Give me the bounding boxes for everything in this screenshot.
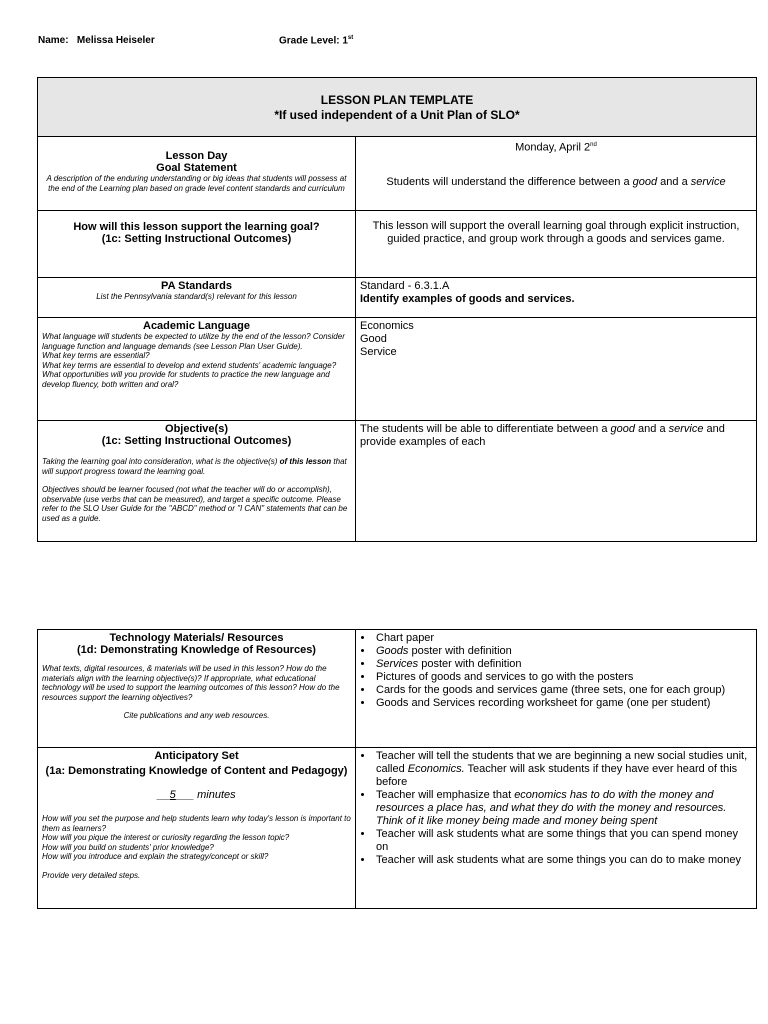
name-value: Melissa Heiseler: [76, 35, 155, 46]
table-title: [38, 78, 756, 137]
title-line2: *If used independent of a Unit Plan of SLO*: [274, 108, 520, 122]
name-header: [38, 35, 155, 46]
goal-value: Students will understand the difference between a good and a service: [386, 175, 726, 188]
list-item: • Goods and Services recording worksheet for game (one per student): [374, 697, 752, 710]
objective-value: The students will be able to differentiate between a good and a service and provide examples of each: [360, 423, 725, 448]
academic-desc2: What key terms are essential?: [42, 351, 150, 360]
minutes-field: __5___ minutes: [157, 789, 236, 801]
list-item: • Goods poster with definition: [374, 645, 752, 658]
support-label1: How will this lesson support the learning goal?: [73, 221, 320, 233]
list-item: • Services poster with definition: [374, 658, 752, 671]
technology-cell: [38, 630, 356, 747]
academic-language-cell: [38, 318, 356, 420]
anticipatory-desc2: How will you pique the interest or curiosity regarding the lesson topic?: [42, 833, 290, 842]
anticipatory-desc4: How will you introduce and explain the strategy/concept or skill?: [42, 852, 269, 861]
anticipatory-desc3: How will you build on students' prior knowledge?: [42, 842, 214, 852]
tech-label2: (1d: Demonstrating Knowledge of Resources): [77, 644, 316, 656]
anticipatory-desc1: How will you set the purpose and help students learn why today's lesson is important to them as learners?: [42, 814, 351, 833]
academic-desc1: What language will students be expected to utilize by the end of the lesson? Consider language function and language demands (see Lesson Plan User Guide).: [42, 332, 345, 351]
objective-desc1: Taking the learning goal into consideration, what is the objective(s) of this lesson that will support progress toward the learning goal.: [42, 457, 347, 476]
goal-desc: A description of the enduring understanding or big ideas that students will possess at the end of the Learning plan based on grade level content standards and curriculum: [46, 174, 347, 193]
anticipatory-steps-list: [360, 750, 752, 867]
lesson-day-value: Monday, April 2nd: [515, 141, 597, 154]
lesson-plan-table: [37, 77, 757, 542]
pa-label: PA Standards: [161, 280, 232, 292]
term-good: Good: [360, 333, 387, 345]
pa-standards-cell: [38, 278, 356, 317]
pa-value1: Standard - 6.3.1.A: [360, 280, 450, 292]
goal-label: Goal Statement: [156, 162, 237, 174]
pa-value2: Identify examples of goods and services.: [360, 293, 575, 305]
anticipatory-label2: (1a: Demonstrating Knowledge of Content and Pedagogy): [45, 765, 348, 777]
row-technology: [38, 630, 756, 748]
anticipatory-cell: [38, 748, 356, 908]
title-line1: LESSON PLAN TEMPLATE: [320, 93, 474, 107]
lesson-day-goal-cell: [38, 137, 356, 210]
materials-list: [360, 632, 752, 710]
grade-label: Grade Level: 1: [279, 35, 348, 47]
list-item: • Chart paper: [374, 632, 752, 645]
anticipatory-label1: Anticipatory Set: [154, 750, 239, 762]
list-item: • Teacher will ask students what are some things that you can spend money on: [374, 828, 752, 854]
tech-cite: Cite publications and any web resources.: [123, 711, 270, 720]
academic-desc4: What opportunities will you provide for students to practice the new language and develop fluency, both written and oral?: [42, 370, 330, 389]
list-item: • Pictures of goods and services to go with the posters: [374, 671, 752, 684]
objective-label1: Objective(s): [165, 423, 228, 435]
term-economics: Economics: [360, 320, 414, 332]
academic-label: Academic Language: [143, 320, 250, 332]
academic-terms-cell: [356, 318, 756, 420]
pa-standards-value-cell: [356, 278, 756, 317]
row-support-goal: [38, 211, 756, 278]
row-objectives: [38, 421, 756, 541]
list-item: • Cards for the goods and services game (three sets, one for each group): [374, 684, 752, 697]
support-label2: (1c: Setting Instructional Outcomes): [101, 233, 292, 245]
support-goal-cell: [38, 211, 356, 277]
objective-label2: (1c: Setting Instructional Outcomes): [101, 435, 292, 447]
list-item: • Teacher will ask students what are some things you can do to make money: [374, 854, 752, 867]
row-lesson-day-goal: [38, 137, 756, 211]
anticipatory-list-cell: [356, 748, 756, 908]
row-academic-language: [38, 318, 756, 421]
row-pa-standards: [38, 278, 756, 318]
technology-list-cell: [356, 630, 756, 747]
objectives-cell: [38, 421, 356, 541]
objective-desc2: Objectives should be learner focused (not what the teacher will do or accomplish), observable (use verbs that can be measured), and target a specific outcome. Please refer to the SLO User Guide for the "ABCD" method or "I CAN" statements that can be used as a guide.: [42, 485, 348, 523]
pa-desc: List the Pennsylvania standard(s) relevant for this lesson: [96, 292, 297, 301]
grade-header: [279, 35, 353, 46]
anticipatory-desc5: Provide very detailed steps.: [42, 870, 141, 880]
tech-label1: Technology Materials/ Resources: [109, 632, 284, 644]
grade-sup: st: [347, 35, 354, 41]
term-service: Service: [360, 346, 397, 358]
row-anticipatory-set: [38, 748, 756, 908]
lesson-day-label: Lesson Day: [165, 150, 228, 162]
academic-desc3: What key terms are essential to develop and extend students' academic language?: [42, 360, 337, 370]
support-goal-value: This lesson will support the overall learning goal through explicit instruction, guided practice, and group work through a goods and services game.: [372, 220, 740, 245]
tech-desc: What texts, digital resources, & materials will be used in this lesson? How do the materials align with the learning objective(s)? If appropriate, what educational technology will be used to support the learning outcomes of this lesson? How do the resources support the learning objectives?: [42, 664, 340, 702]
name-label: Name:: [38, 35, 69, 46]
resources-table: [37, 629, 757, 909]
list-item: • Teacher will emphasize that economics has to do with the money and resources a place has, and what they do with the money and resources. Think of it like money being made and money being spent: [374, 789, 752, 828]
list-item: • Teacher will tell the students that we are beginning a new social studies unit, called Economics. Teacher will ask students if they have ever heard of this before: [374, 750, 752, 789]
lesson-day-goal-value-cell: [356, 137, 756, 210]
